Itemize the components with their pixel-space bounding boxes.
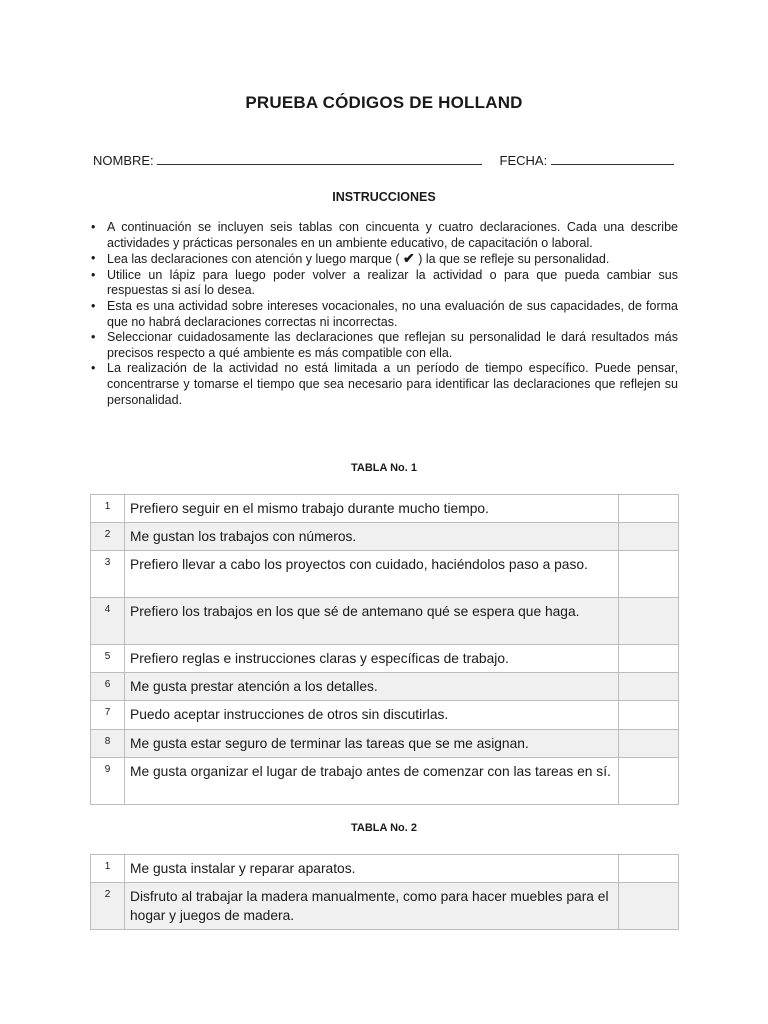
instruction-text: Lea las declaraciones con atención y luego marque ( — [107, 252, 400, 267]
instruction-item: • Seleccionar cuidadosamente las declaraciones que reflejan su personalidad le dará resultados más precisos respecto a qué ambiente es más compatible con ella. — [90, 330, 678, 361]
row-statement: Prefiero reglas e instrucciones claras y específicas de trabajo. — [125, 645, 619, 673]
name-date-line — [93, 152, 674, 168]
row-statement: Me gusta prestar atención a los detalles. — [125, 673, 619, 701]
name-blank[interactable] — [157, 152, 482, 165]
answer-cell[interactable] — [619, 645, 679, 673]
answer-cell[interactable] — [619, 551, 679, 598]
answer-cell[interactable] — [619, 855, 679, 883]
row-statement: Prefiero seguir en el mismo trabajo durante mucho tiempo. — [125, 495, 619, 523]
row-statement: Me gusta estar seguro de terminar las tareas que se me asignan. — [125, 730, 619, 758]
instruction-item: • A continuación se incluyen seis tablas con cincuenta y cuatro declaraciones. Cada una describe actividades y prácticas personales en un ambiente educativo, de capacitación o laboral. — [90, 220, 678, 251]
table-row — [91, 598, 679, 645]
row-number: 9 — [91, 758, 125, 805]
row-number: 1 — [91, 495, 125, 523]
checkmark-icon: ✔ — [403, 250, 415, 267]
answer-cell[interactable] — [619, 598, 679, 645]
row-number: 1 — [91, 855, 125, 883]
row-number: 5 — [91, 645, 125, 673]
page-title: PRUEBA CÓDIGOS DE HOLLAND — [245, 93, 523, 112]
row-number: 3 — [91, 551, 125, 598]
table-row — [91, 758, 679, 805]
table-row — [91, 523, 679, 551]
row-statement: Puedo aceptar instrucciones de otros sin discutirlas. — [125, 701, 619, 730]
answer-cell[interactable] — [619, 730, 679, 758]
row-statement: Prefiero llevar a cabo los proyectos con cuidado, haciéndolos paso a paso. — [125, 551, 619, 598]
table-row — [91, 730, 679, 758]
table-row — [91, 855, 679, 883]
answer-cell[interactable] — [619, 495, 679, 523]
name-label: NOMBRE: — [93, 153, 154, 168]
instruction-item — [90, 251, 678, 268]
instruction-item: • Utilice un lápiz para luego poder volver a realizar la actividad o para que pueda cambiar sus respuestas si así lo desea. — [90, 268, 678, 299]
answer-cell[interactable] — [619, 523, 679, 551]
row-number: 6 — [91, 673, 125, 701]
answer-cell[interactable] — [619, 758, 679, 805]
instruction-item: • Esta es una actividad sobre intereses vocacionales, no una evaluación de sus capacidades, de forma que no habrá declaraciones correctas ni incorrectas. — [90, 299, 678, 330]
row-statement: Me gusta instalar y reparar aparatos. — [125, 855, 619, 883]
date-blank[interactable] — [551, 152, 674, 165]
table-row — [91, 701, 679, 730]
row-number: 2 — [91, 523, 125, 551]
row-statement: Disfruto al trabajar la madera manualmente, como para hacer muebles para el hogar y juegos de madera. — [125, 883, 619, 930]
answer-cell[interactable] — [619, 883, 679, 930]
table-row — [91, 495, 679, 523]
instructions-title: INSTRUCCIONES — [332, 190, 436, 204]
table-1 — [90, 494, 679, 805]
instruction-text: ) la que se refleje su personalidad. — [418, 252, 610, 267]
table-row — [91, 645, 679, 673]
instructions-list — [90, 220, 678, 408]
instruction-item: • La realización de la actividad no está limitada a un período de tiempo específico. Puede pensar, concentrarse y tomarse el tiempo que sea necesario para identificar las declaraciones que reflejen su personalidad. — [90, 361, 678, 408]
row-statement: Prefiero los trabajos en los que sé de antemano qué se espera que haga. — [125, 598, 619, 645]
answer-cell[interactable] — [619, 701, 679, 730]
table-2 — [90, 854, 679, 930]
table-row — [91, 673, 679, 701]
table-row — [91, 551, 679, 598]
table-2-title: TABLA No. 2 — [351, 822, 417, 834]
row-statement: Me gustan los trabajos con números. — [125, 523, 619, 551]
row-number: 2 — [91, 883, 125, 930]
row-statement: Me gusta organizar el lugar de trabajo antes de comenzar con las tareas en sí. — [125, 758, 619, 805]
date-label: FECHA: — [499, 153, 548, 168]
table-row — [91, 883, 679, 930]
table-1-title: TABLA No. 1 — [351, 462, 417, 474]
row-number: 4 — [91, 598, 125, 645]
row-number: 8 — [91, 730, 125, 758]
answer-cell[interactable] — [619, 673, 679, 701]
row-number: 7 — [91, 701, 125, 730]
